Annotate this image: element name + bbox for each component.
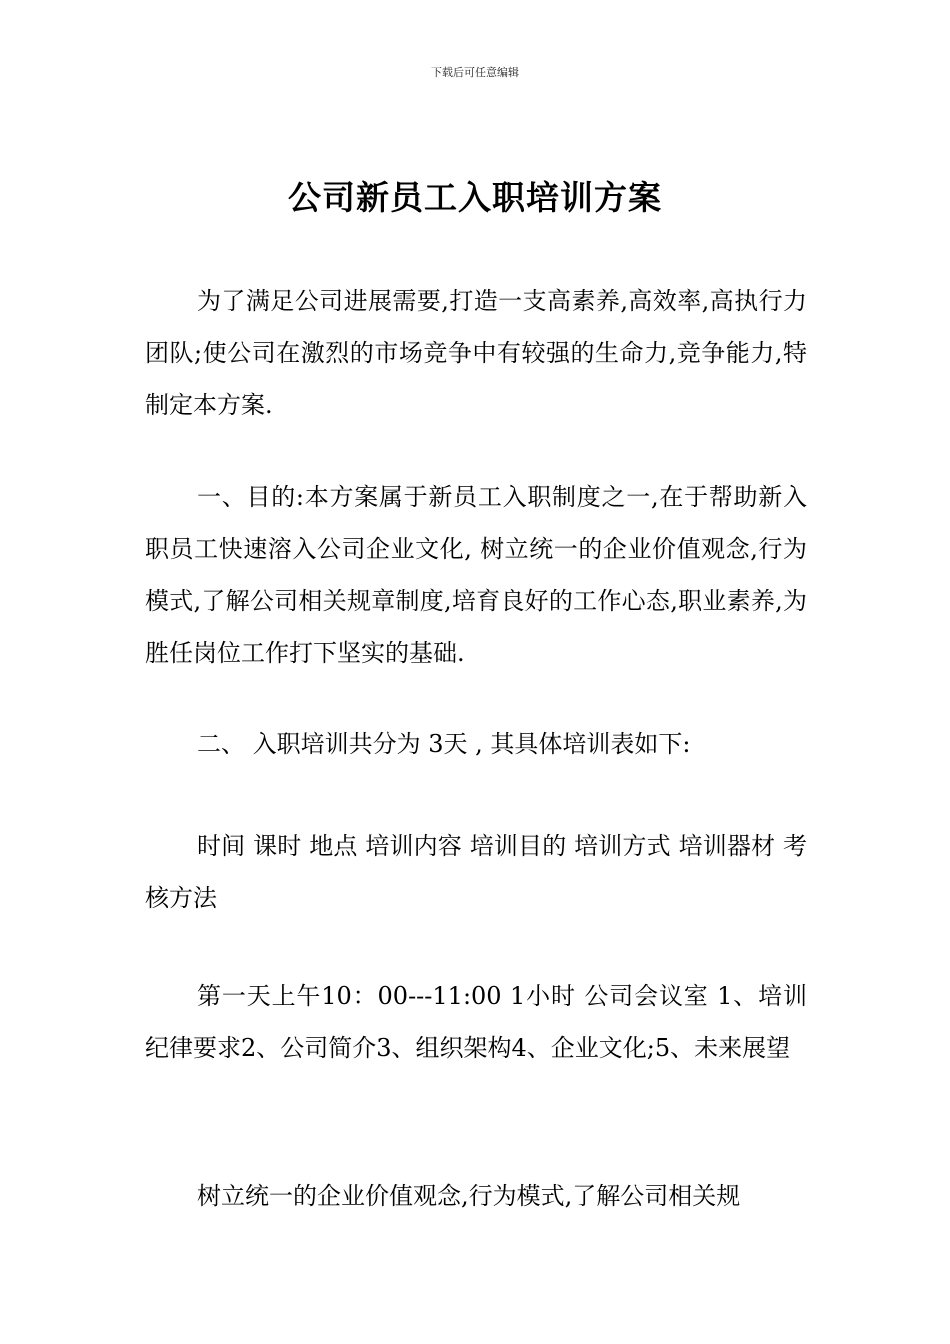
paragraph-text: 第一天上午10：00---11:00 1小时 公司会议室 1、培训纪律要求2、公司简介3、组织架构4、企业文化;5、未来展望 (145, 982, 807, 1062)
header-note: 下载后可任意编辑 (431, 66, 519, 79)
paragraph-intro (145, 275, 807, 431)
paragraph-text: 一、目的:本方案属于新员工入职制度之一,在于帮助新入职员工快速溶入公司企业文化, 树立统一的企业价值观念,行为模式,了解公司相关规章制度,培育良好的工作心态,职业素养,为胜任岗位工作打下坚实的基础. (145, 483, 807, 667)
paragraph-schedule-intro (145, 718, 807, 770)
paragraph-purpose (145, 471, 807, 679)
paragraph-table-header (145, 820, 807, 924)
paragraph-day-one (145, 970, 807, 1074)
paragraph-text: 树立统一的企业价值观念,行为模式,了解公司相关规 (197, 1182, 741, 1210)
paragraph-text: 为了满足公司进展需要,打造一支高素养,高效率,高执行力团队;使公司在激烈的市场竞争中有较强的生命力,竞争能力,特制定本方案. (145, 287, 807, 419)
paragraph-text: 时间 课时 地点 培训内容 培训目的 培训方式 培训器材 考核方法 (145, 832, 807, 912)
paragraph-text: 二、 入职培训共分为 3天 , 其具体培训表如下: (197, 730, 691, 758)
paragraph-goal (145, 1170, 807, 1222)
document-title: 公司新员工入职培训方案 (288, 178, 662, 217)
